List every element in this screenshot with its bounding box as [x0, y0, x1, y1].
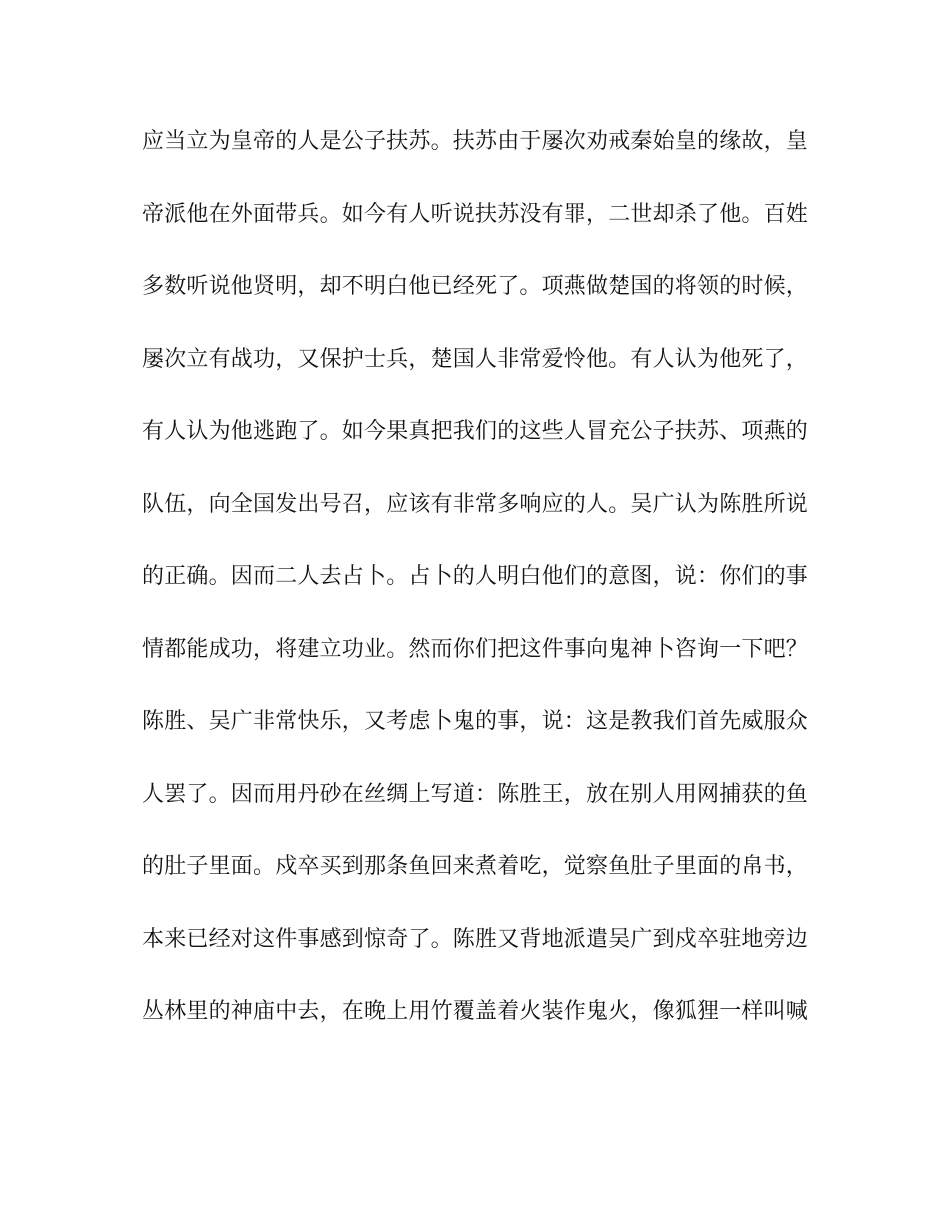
text-line: 有人认为他逃跑了。如今果真把我们的这些人冒充公子扶苏、项燕的	[142, 419, 809, 444]
text-line: 本来已经对这件事感到惊奇了。陈胜又背地派遣吴广到戍卒驻地旁边	[142, 926, 809, 952]
text-line: 屡次立有战功，又保护士兵，楚国人非常爱怜他。有人认为他死了，	[142, 346, 809, 372]
text-line: 帝派他在外面带兵。如今有人听说扶苏没有罪，二世却杀了他。百姓	[142, 201, 809, 227]
body-text	[142, 124, 809, 1067]
text-line: 情都能成功，将建立功业。然而你们把这件事向鬼神卜咨询一下吧？	[142, 636, 809, 662]
text-line: 陈胜、吴广非常快乐，又考虑卜鬼的事，说：这是教我们首先威服众	[142, 709, 809, 734]
text-line: 的正确。因而二人去占卜。占卜的人明白他们的意图，说：你们的事	[142, 564, 809, 589]
text-line: 队伍，向全国发出号召，应该有非常多响应的人。吴广认为陈胜所说	[142, 491, 809, 517]
text-line: 多数听说他贤明，却不明白他已经死了。项燕做楚国的将领的时候，	[142, 274, 809, 299]
text-line: 应当立为皇帝的人是公子扶苏。扶苏由于屡次劝戒秦始皇的缘故，皇	[142, 129, 809, 154]
text-line: 的肚子里面。戍卒买到那条鱼回来煮着吃，觉察鱼肚子里面的帛书，	[142, 854, 809, 879]
text-line: 人罢了。因而用丹砂在丝绸上写道：陈胜王，放在别人用网捕获的鱼	[142, 781, 809, 807]
text-line: 丛林里的神庙中去，在晚上用竹覆盖着火装作鬼火，像狐狸一样叫喊	[142, 999, 809, 1024]
